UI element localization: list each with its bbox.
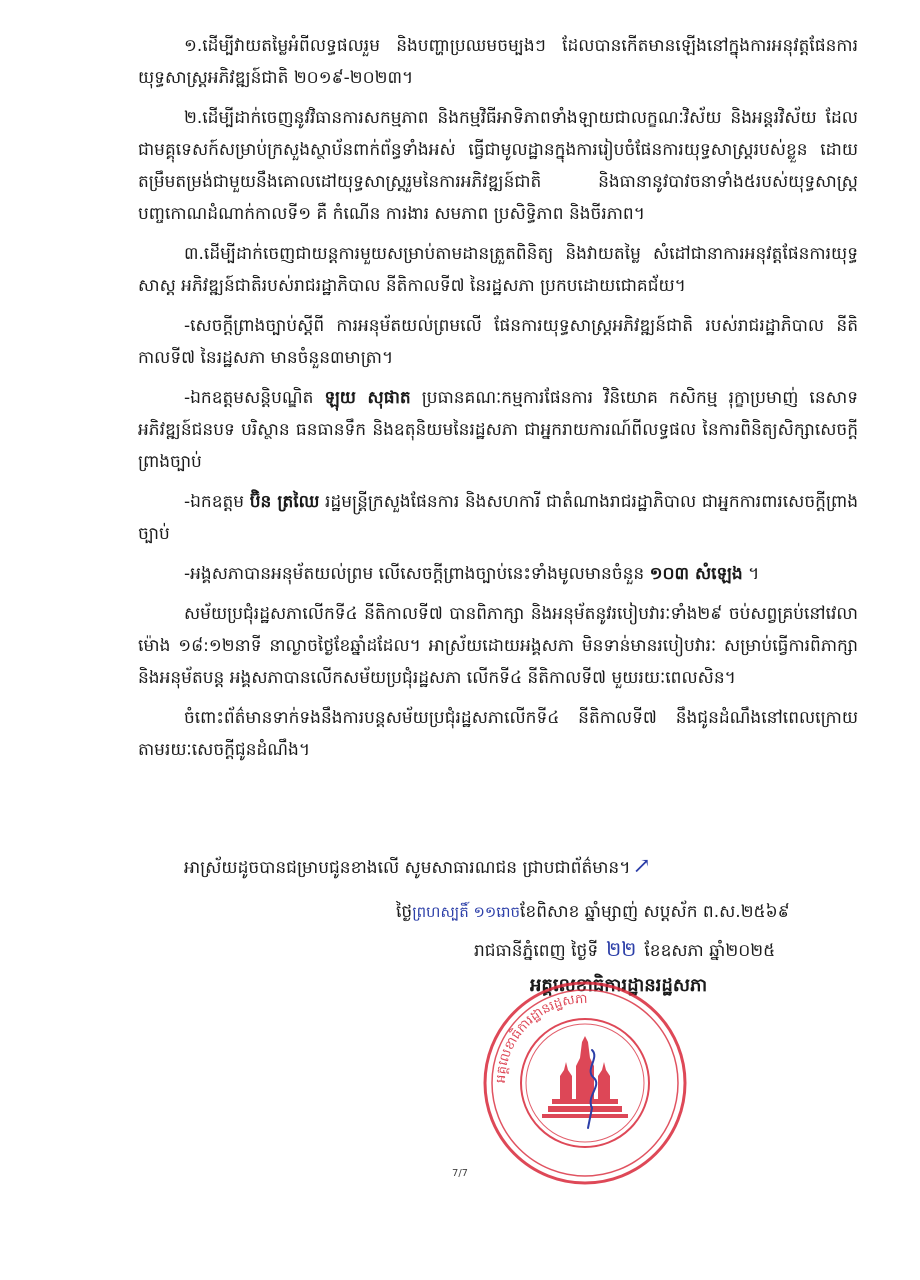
lunar-date-handwritten: ព្រហស្បតិ៍ ១១រោច [412,903,521,921]
seal-ring-text: អគ្គលេខាធិការដ្ឋានរដ្ឋសភា [493,991,588,1084]
reporter-role: ប្រធានគណៈកម្មការផែនការ វិនិយោគ កសិកម្ម រុក្ខាប្រមាញ់ នេសាទ អភិវឌ្ឍន៍ជនបទ បរិស្ថាន ធនធានទឹក និងឧតុនិយមនៃរដ្ឋសភា ជាអ្នករាយការណ៍ពីលទ្ធផល នៃការពិនិត្យសិក្សាសេចក្តីព្រាងច្បាប់ [138,388,858,472]
solar-date-prefix: រាជធានីភ្នំពេញ ថ្ងៃទី [474,941,599,961]
vote-count: ១០៣ សំឡេង [649,564,743,584]
solar-date-rest: ខែឧសភា ឆ្នាំ២០២៥ [644,941,776,961]
seal-temple-emblem [542,1036,628,1118]
paragraph-draft-law: -សេចក្តីព្រាងច្បាប់ស្តីពី ការអនុម័តយល់ព្រមលើ ផែនការយុទ្ធសាស្ត្រអភិវឌ្ឍន៍ជាតិ របស់រាជរដ្ឋាភិបាល នីតិកាលទី៧ នៃរដ្ឋសភា មានចំនួន៣មាត្រា។ [138,316,858,368]
vote-prefix: -អង្គសភាបានអនុម័តយល់ព្រម លើសេចក្តីព្រាងច្បាប់នេះទាំងមូលមានចំនួន [184,564,650,584]
signature-title: អគ្គលេខាធិការដ្ឋានរដ្ឋសភា [530,975,708,996]
paragraph-objective-1: ១.ដើម្បីវាយតម្លៃអំពីលទ្ធផលរួម និងបញ្ហាប្រឈមចម្បងៗ ដែលបានកើតមានឡើងនៅក្នុងការអនុវត្តផែនការ យុទ្ធសាស្ត្រអភិវឌ្ឍន៍ជាតិ ២០១៩-២០២៣។ [138,36,858,88]
vote-suffix: ។ [742,564,760,584]
closing-text: អាស្រ័យដូចបានជម្រាបជូនខាងលើ សូមសាធារណជន ជ្រាបជាព័ត៌មាន។ [184,858,631,878]
lunar-date-rest: ខែពិសាខ ឆ្នាំម្សាញ់ សប្តស័ក ព.ស.២៥៦៩ [520,902,790,922]
defender-role: រដ្ឋមន្ត្រីក្រសួងផែនការ និងសហការី ជាតំណាងរាជរដ្ឋាភិបាល ជាអ្នកការពារសេចក្តីព្រាងច្បាប់ [138,492,858,544]
defender-prefix: -ឯកឧត្តម [184,492,250,512]
official-seal-stamp [480,978,690,1188]
closing-line [184,855,651,880]
solar-date [474,937,775,963]
paragraph-next-session: ចំពោះព័ត៌មានទាក់ទងនឹងការបន្តសម័យប្រជុំរដ្ឋសភាលើកទី៤ នីតិកាលទី៧ នឹងជូនដំណឹងនៅពេលក្រោយ តាមរយៈសេចក្តីជូនដំណឹង។ [138,708,858,760]
page-number: 7/7 [451,1168,469,1179]
solar-date-handwritten-day: ២២ [606,937,637,961]
reporter-prefix: -ឯកឧត្តមសន្តិបណ្ឌិត [184,388,325,408]
handwritten-check-mark: ↗ [632,854,651,879]
paragraph-objective-3: ៣.ដើម្បីដាក់ចេញជាយន្តការមួយសម្រាប់តាមដានត្រួតពិនិត្យ និងវាយតម្លៃ សំដៅជានាការអនុវត្តផែនការយុទ្ធសាស្ត អភិវឌ្ឍន៍ជាតិរបស់រាជរដ្ឋាភិបាល នីតិកាលទី៧ នៃរដ្ឋសភា ប្រកបដោយជោគជ័យ។ [138,244,858,296]
lunar-date-prefix: ថ្ងៃ [396,902,413,922]
paragraph-session-close: សម័យប្រជុំរដ្ឋសភាលើកទី៤ នីតិកាលទី៧ បានពិភាក្សា និងអនុម័តនូវរបៀបវារៈទាំង២៩ ចប់សព្វគ្រប់នៅវេលាម៉ោង ១៨:១២នាទី នាល្ងាចថ្ងៃខែឆ្នាំដដែល។ អាស្រ័យដោយអង្គសភា មិនទាន់មានរបៀបវារៈ សម្រាប់ធ្វើការពិភាក្សា និងអនុម័តបន្ត អង្គសភាបានលើកសម័យប្រជុំរដ្ឋសភា លើកទី៤ នីតិកាលទី៧ មួយរយៈពេលសិន។ [138,604,858,688]
lunar-date [396,900,790,924]
defender-name: ប៊ិន ត្រឈៃ [249,492,320,512]
paragraph-objective-2: ២.ដើម្បីដាក់ចេញនូវវិធានការសកម្មភាព និងកម្មវិធីអាទិភាពទាំងឡាយជាលក្ខណៈវិស័យ និងអន្តរវិស័យ ដែលជាមគ្គុទេសក៍សម្រាប់ក្រសួងស្ថាប័នពាក់ព័ន្ធទាំងអស់ ធ្វើជាមូលដ្ឋានក្នុងការរៀបចំផែនការយុទ្ធសាស្ត្ររបស់ខ្លួន ដោយតម្រឹមតម្រង់ជាមួយនឹងគោលដៅយុទ្ធសាស្ត្ររួមនៃការអភិវឌ្ឍន៍ជាតិ និងធានានូវបាវចនាទាំង៥របស់យុទ្ធសាស្ត្របញ្ចកោណដំណាក់កាលទី១ គឺ កំណើន ការងារ សមភាព ប្រសិទ្ធិភាព និងចីរភាព។ [138,108,858,224]
reporter-name: ឡុយ សុផាត [324,388,411,408]
